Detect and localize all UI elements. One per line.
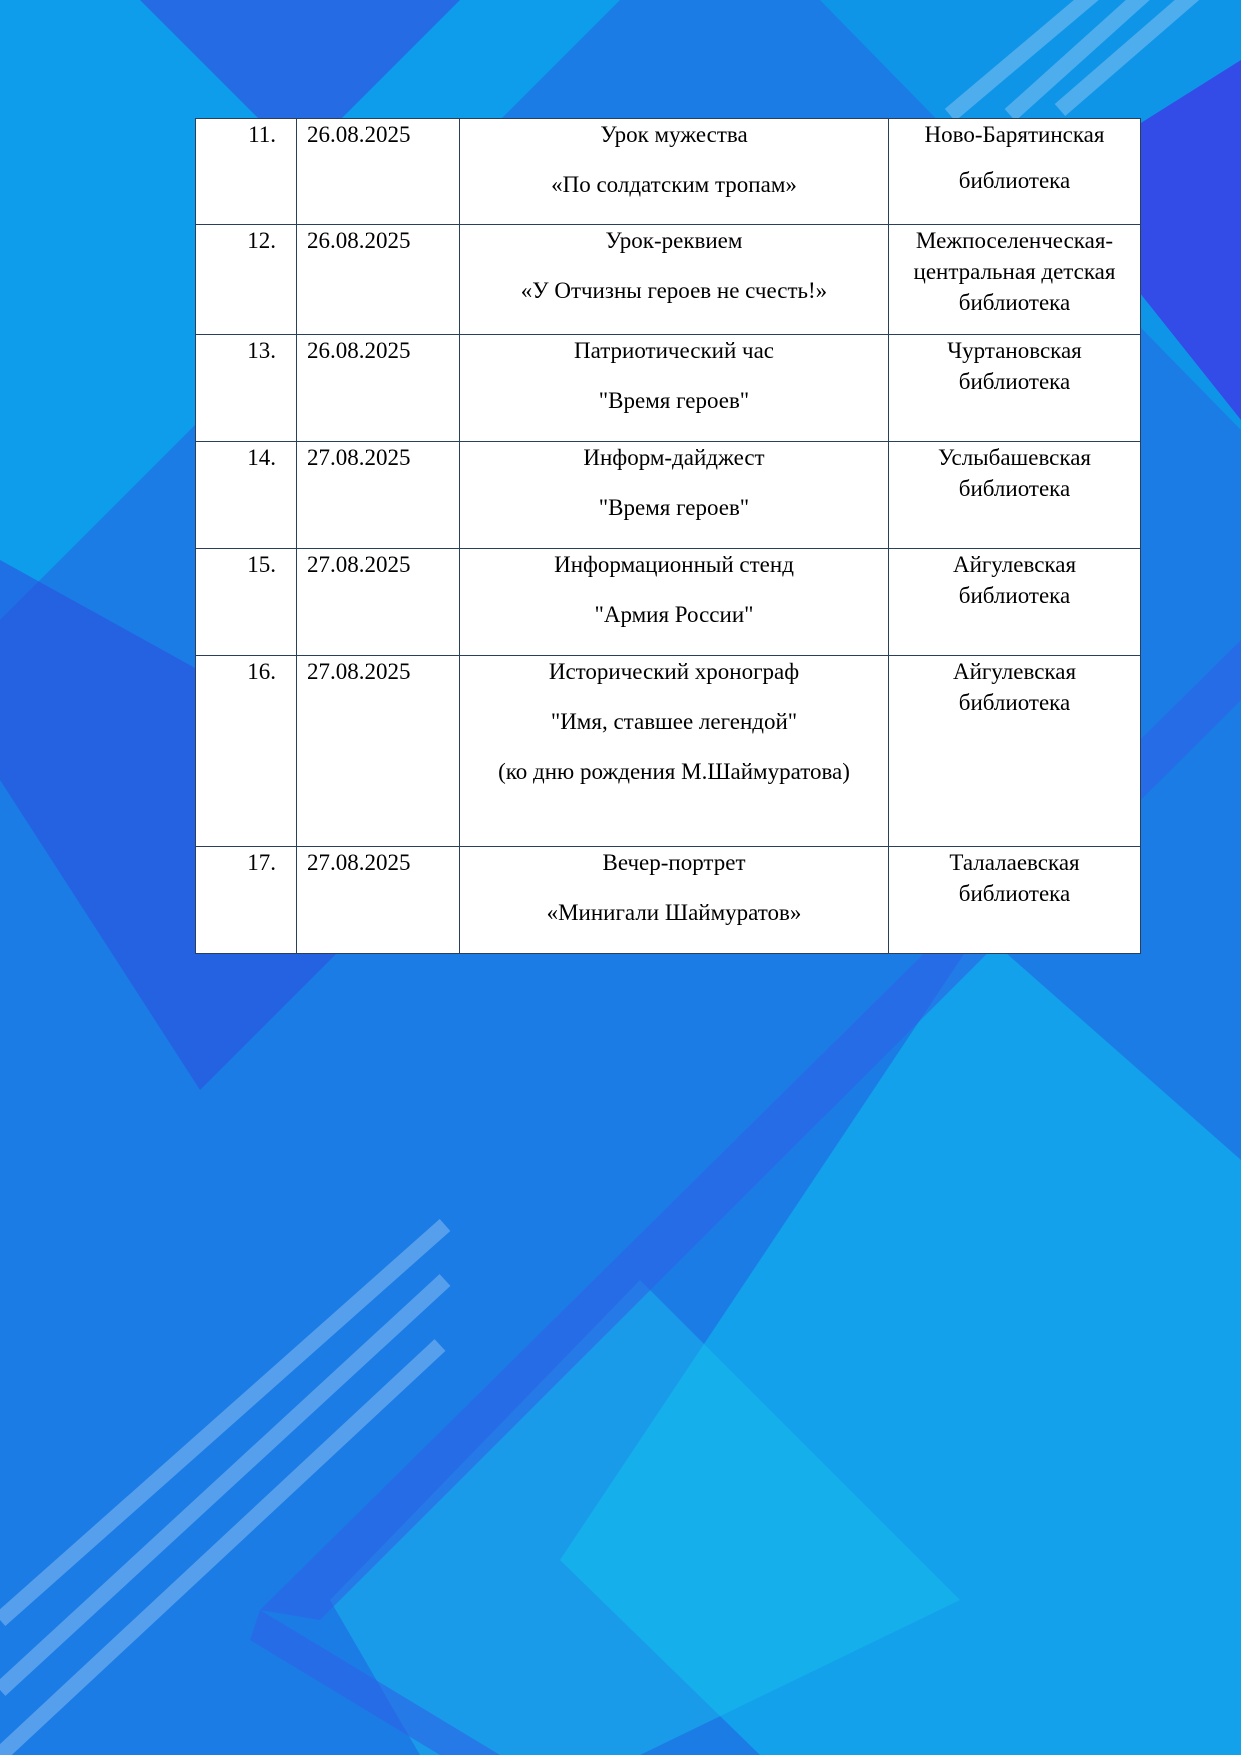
event-type: Вечер-портрет <box>602 850 746 875</box>
event-title: «Минигали Шаймуратов» <box>546 900 802 925</box>
row-number: 11. <box>248 122 276 147</box>
event-date: 27.08.2025 <box>307 445 411 470</box>
row-number-cell <box>196 549 297 656</box>
event-type: Урок-реквием <box>605 228 743 253</box>
library-name: библиотека <box>958 583 1071 608</box>
event-date: 26.08.2025 <box>307 228 411 253</box>
row-number: 17. <box>247 850 276 875</box>
event-cell <box>460 335 889 442</box>
table-row <box>196 225 1141 335</box>
event-title: «По солдатским тропам» <box>551 172 797 197</box>
event-date: 27.08.2025 <box>307 659 411 684</box>
row-number-cell <box>196 847 297 954</box>
library-name: библиотека <box>958 476 1071 501</box>
events-table <box>195 118 1141 954</box>
event-title: "Время героев" <box>598 495 750 520</box>
library-name: Айгулевская <box>952 552 1077 577</box>
row-number-cell <box>196 335 297 442</box>
table-row <box>196 119 1141 225</box>
row-number-cell <box>196 225 297 335</box>
library-name: Чуртановская <box>947 338 1082 363</box>
row-number-cell <box>196 656 297 847</box>
library-name: центральная детская <box>913 259 1116 284</box>
event-date: 27.08.2025 <box>307 850 411 875</box>
event-cell <box>460 656 889 847</box>
row-number-cell <box>196 442 297 549</box>
library-cell <box>889 549 1141 656</box>
library-name: Талалаевская <box>949 850 1080 875</box>
library-cell <box>889 847 1141 954</box>
event-type: Информационный стенд <box>554 552 794 577</box>
table-row <box>196 442 1141 549</box>
event-cell <box>460 119 889 225</box>
row-number: 15. <box>247 552 276 577</box>
date-cell <box>297 335 460 442</box>
event-cell <box>460 442 889 549</box>
table-row <box>196 335 1141 442</box>
table-row <box>196 847 1141 954</box>
date-cell <box>297 549 460 656</box>
event-title: "Имя, ставшее легендой" <box>550 709 798 734</box>
library-cell <box>889 656 1141 847</box>
date-cell <box>297 442 460 549</box>
table-row <box>196 549 1141 656</box>
library-name: Айгулевская <box>952 659 1077 684</box>
event-cell <box>460 847 889 954</box>
library-cell <box>889 119 1141 225</box>
event-title: "Время героев" <box>598 388 750 413</box>
event-type: Урок мужества <box>600 122 748 147</box>
event-title: "Армия России" <box>594 602 754 627</box>
date-cell <box>297 847 460 954</box>
library-name: библиотека <box>958 290 1071 315</box>
row-number: 14. <box>247 445 276 470</box>
library-cell <box>889 335 1141 442</box>
event-date: 27.08.2025 <box>307 552 411 577</box>
event-type: Патриотический час <box>573 338 774 363</box>
library-name: Межпоселенческая- <box>915 228 1114 253</box>
table-row <box>196 656 1141 847</box>
date-cell <box>297 119 460 225</box>
event-cell <box>460 549 889 656</box>
library-name: библиотека <box>958 690 1071 715</box>
row-number: 12. <box>247 228 276 253</box>
library-name: Услыбашевская <box>937 445 1092 470</box>
library-name: Ново-Барятинская <box>924 122 1105 147</box>
library-cell <box>889 225 1141 335</box>
date-cell <box>297 656 460 847</box>
event-date: 26.08.2025 <box>307 338 411 363</box>
event-date: 26.08.2025 <box>307 122 411 147</box>
library-name: библиотека <box>958 369 1071 394</box>
date-cell <box>297 225 460 335</box>
event-title: «У Отчизны героев не счесть!» <box>520 278 828 303</box>
library-name: библиотека <box>958 168 1071 193</box>
event-type: Информ-дайджест <box>583 445 765 470</box>
library-name: библиотека <box>958 881 1071 906</box>
event-cell <box>460 225 889 335</box>
row-number-cell <box>196 119 297 225</box>
event-note: (ко дню рождения М.Шаймуратова) <box>498 759 850 784</box>
row-number: 16. <box>247 659 276 684</box>
event-type: Исторический хронограф <box>548 659 800 684</box>
row-number: 13. <box>247 338 276 363</box>
library-cell <box>889 442 1141 549</box>
